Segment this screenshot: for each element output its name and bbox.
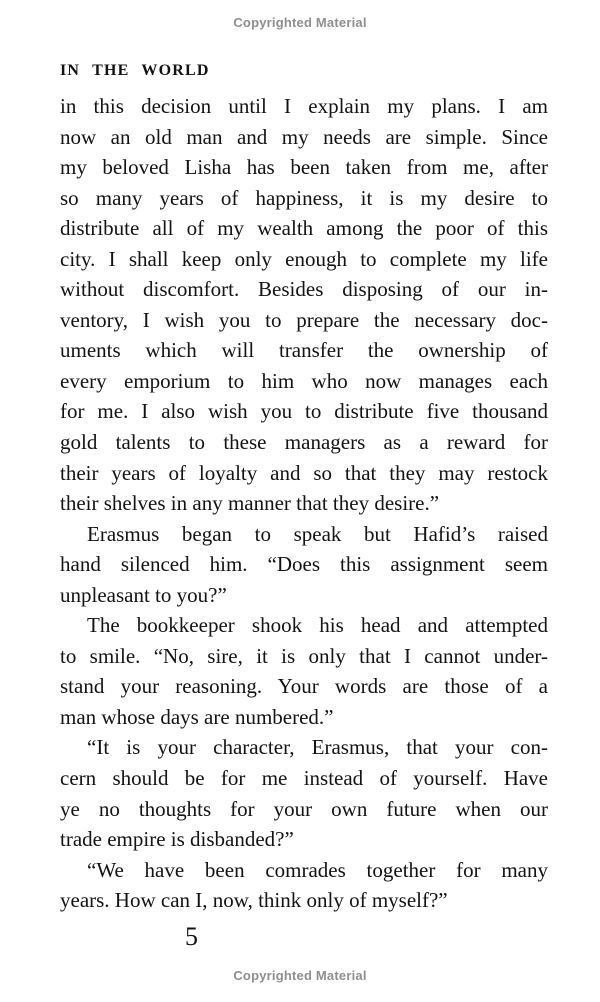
text-line: man whose days are numbered.” bbox=[60, 704, 334, 729]
text-line: Erasmus began to speak but Hafid’s raised bbox=[87, 521, 548, 546]
page-content bbox=[60, 60, 548, 951]
text-line: without discomfort. Besides disposing of our in- bbox=[60, 277, 548, 302]
text-line: “It is your character, Erasmus, that your con- bbox=[87, 735, 548, 760]
text-line: for me. I also wish you to distribute five thousand bbox=[60, 399, 548, 424]
text-line: The bookkeeper shook his head and attempted bbox=[87, 613, 548, 638]
text-line: unpleasant to you?” bbox=[60, 582, 227, 607]
text-line: now an old man and my needs are simple. Since bbox=[60, 124, 548, 149]
copyright-notice-top: Copyrighted Material bbox=[233, 15, 367, 30]
text-line: distribute all of my wealth among the poor of this bbox=[60, 216, 548, 241]
text-line: hand silenced him. “Does this assignment seem bbox=[60, 552, 548, 577]
text-line: trade empire is disbanded?” bbox=[60, 827, 294, 852]
text-line: their shelves in any manner that they desire.” bbox=[60, 491, 440, 516]
text-line: ventory, I wish you to prepare the necessary doc- bbox=[60, 307, 548, 332]
text-line: their years of loyalty and so that they may restock bbox=[60, 460, 548, 485]
text-line: cern should be for me instead of yourself. Have bbox=[60, 766, 548, 791]
page-number: 5 bbox=[185, 921, 198, 951]
text-line: so many years of happiness, it is my desire to bbox=[60, 185, 548, 210]
text-line: ye no thoughts for your own future when our bbox=[60, 796, 548, 821]
body-text bbox=[60, 91, 548, 916]
text-line: to smile. “No, sire, it is only that I cannot under- bbox=[60, 643, 548, 668]
running-header: IN THE WORLD bbox=[60, 62, 210, 79]
text-line: “We have been comrades together for many bbox=[87, 857, 548, 882]
copyright-notice-bottom: Copyrighted Material bbox=[233, 968, 367, 983]
text-line: city. I shall keep only enough to complete my life bbox=[60, 246, 548, 271]
text-line: stand your reasoning. Your words are those of a bbox=[60, 674, 548, 699]
text-line: every emporium to him who now manages each bbox=[60, 368, 548, 393]
text-line: years. How can I, now, think only of myself?” bbox=[60, 888, 448, 913]
text-line: in this decision until I explain my plans. I am bbox=[60, 94, 548, 118]
text-line: uments which will transfer the ownership of bbox=[60, 338, 548, 363]
text-line: gold talents to these managers as a reward for bbox=[60, 430, 548, 455]
text-line: my beloved Lisha has been taken from me, after bbox=[60, 155, 548, 180]
